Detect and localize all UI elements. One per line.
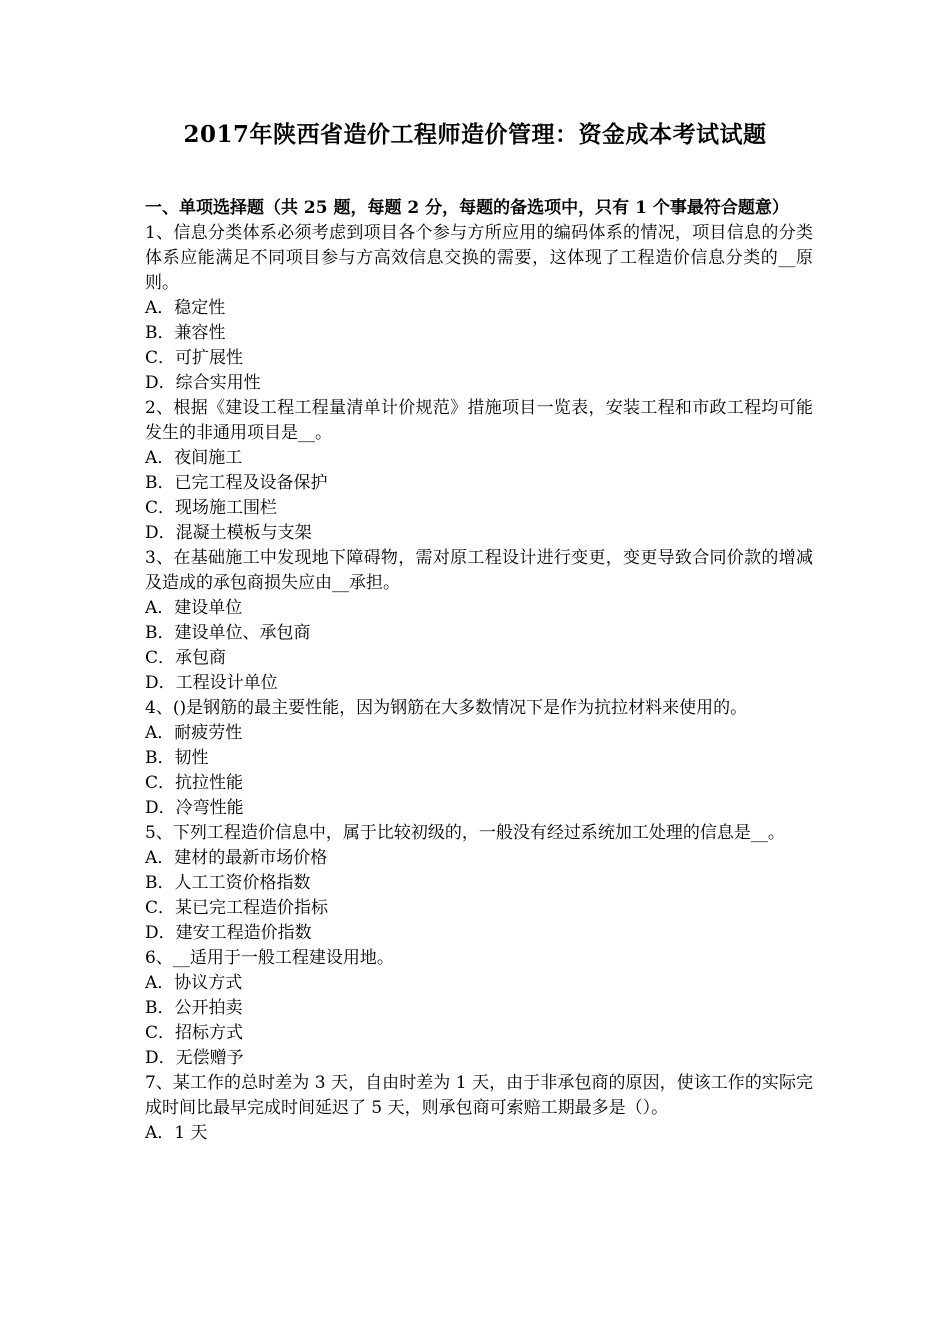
question-stem: 2、根据《建设工程工程量清单计价规范》措施项目一览表，安装工程和市政工程均可能发生的非通用项目是__。 — [145, 398, 813, 443]
question-2 — [145, 396, 813, 546]
question-1 — [145, 221, 813, 396]
option-c: C．招标方式 — [145, 1023, 244, 1043]
option-d: D．混凝土模板与支架 — [145, 523, 312, 543]
option-c: C．现场施工围栏 — [145, 498, 278, 518]
question-4 — [145, 696, 813, 821]
option-b: B．已完工程及设备保护 — [145, 473, 328, 493]
option-a: A．夜间施工 — [145, 448, 243, 468]
question-stem: 6、__适用于一般工程建设用地。 — [145, 948, 394, 968]
option-b: B．人工工资价格指数 — [145, 873, 311, 893]
option-d: D．冷弯性能 — [145, 798, 244, 818]
option-d: D．无偿赠予 — [145, 1048, 244, 1068]
question-7 — [145, 1071, 813, 1146]
document-body — [145, 196, 813, 1146]
option-b: B．韧性 — [145, 748, 209, 768]
option-a: A．1 天 — [145, 1123, 208, 1143]
option-d: D．工程设计单位 — [145, 673, 278, 693]
option-c: C．抗拉性能 — [145, 773, 244, 793]
option-a: A．稳定性 — [145, 298, 226, 318]
question-stem: 3、在基础施工中发现地下障碍物，需对原工程设计进行变更，变更导致合同价款的增减及造成的承包商损失应由__承担。 — [145, 548, 813, 593]
option-c: C．可扩展性 — [145, 348, 244, 368]
section-heading: 一、单项选择题（共 25 题，每题 2 分，每题的备选项中，只有 1 个事最符合题意） — [145, 198, 789, 218]
page-title: 2017年陕西省造价工程师造价管理：资金成本考试试题 — [183, 121, 767, 148]
question-stem: 1、信息分类体系必须考虑到项目各个参与方所应用的编码体系的情况，项目信息的分类体系应能满足不同项目参与方高效信息交换的需要，这体现了工程造价信息分类的__原则。 — [145, 223, 813, 293]
option-b: B．兼容性 — [145, 323, 226, 343]
option-a: A．建材的最新市场价格 — [145, 848, 328, 868]
option-a: A．协议方式 — [145, 973, 243, 993]
option-c: C．承包商 — [145, 648, 227, 668]
option-d: D．建安工程造价指数 — [145, 923, 312, 943]
option-c: C．某已完工程造价指标 — [145, 898, 329, 918]
question-3 — [145, 546, 813, 696]
question-5 — [145, 821, 813, 946]
question-6 — [145, 946, 813, 1071]
option-a: A．耐疲劳性 — [145, 723, 243, 743]
option-b: B．建设单位、承包商 — [145, 623, 311, 643]
option-a: A．建设单位 — [145, 598, 243, 618]
option-b: B．公开拍卖 — [145, 998, 243, 1018]
question-stem: 7、某工作的总时差为 3 天，自由时差为 1 天，由于非承包商的原因，使该工作的实际完成时间比最早完成时间延迟了 5 天，则承包商可索赔工期最多是（）。 — [145, 1073, 813, 1118]
option-d: D．综合实用性 — [145, 373, 261, 393]
question-stem: 5、下列工程造价信息中，属于比较初级的，一般没有经过系统加工处理的信息是__。 — [145, 823, 785, 843]
question-stem: 4、()是钢筋的最主要性能，因为钢筋在大多数情况下是作为抗拉材料来使用的。 — [145, 698, 748, 718]
